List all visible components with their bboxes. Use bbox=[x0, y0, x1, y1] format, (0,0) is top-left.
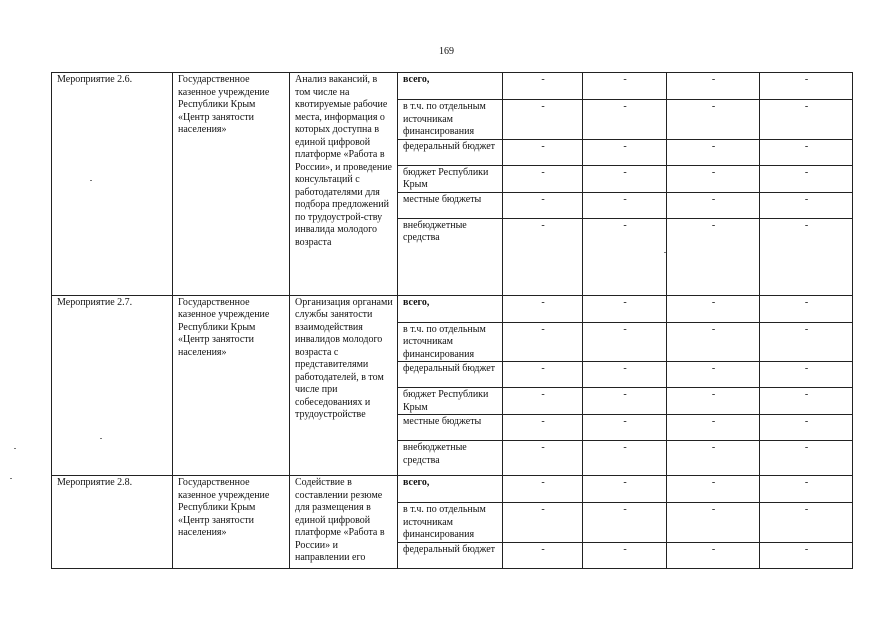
funding-value: - bbox=[503, 441, 583, 476]
funding-source: внебюджетные средства bbox=[398, 441, 503, 476]
funding-value: - bbox=[667, 503, 760, 543]
funding-value: - bbox=[667, 542, 760, 568]
funding-value: - bbox=[760, 322, 853, 362]
funding-value: - bbox=[760, 218, 853, 295]
funding-value: - bbox=[667, 165, 760, 192]
funding-value: - bbox=[503, 192, 583, 218]
scan-speck bbox=[664, 252, 666, 253]
funding-value: - bbox=[667, 388, 760, 415]
measure-name: Мероприятие 2.6. bbox=[52, 73, 173, 296]
funding-source: всего, bbox=[398, 295, 503, 322]
funding-value: - bbox=[667, 322, 760, 362]
funding-value: - bbox=[760, 388, 853, 415]
funding-value: - bbox=[583, 73, 667, 100]
funding-source: внебюджетные средства bbox=[398, 218, 503, 295]
funding-value: - bbox=[667, 139, 760, 165]
funding-value: - bbox=[667, 73, 760, 100]
funding-source: местные бюджеты bbox=[398, 415, 503, 441]
measure-description: Содействие в составлении резюме для размещения в единой цифровой платформе «Работа в России» и направлении его bbox=[290, 476, 398, 569]
funding-value: - bbox=[503, 322, 583, 362]
funding-value: - bbox=[583, 441, 667, 476]
funding-value: - bbox=[503, 503, 583, 543]
measure-name: Мероприятие 2.8. bbox=[52, 476, 173, 569]
funding-source: в т.ч. по отдельным источникам финансирования bbox=[398, 100, 503, 140]
funding-source: бюджет Республики Крым bbox=[398, 165, 503, 192]
funding-value: - bbox=[503, 139, 583, 165]
funding-value: - bbox=[667, 218, 760, 295]
funding-value: - bbox=[583, 362, 667, 388]
funding-value: - bbox=[503, 542, 583, 568]
funding-source: бюджет Республики Крым bbox=[398, 388, 503, 415]
funding-value: - bbox=[583, 165, 667, 192]
funding-value: - bbox=[760, 503, 853, 543]
funding-value: - bbox=[503, 476, 583, 503]
funding-value: - bbox=[760, 165, 853, 192]
funding-value: - bbox=[583, 218, 667, 295]
funding-value: - bbox=[760, 415, 853, 441]
funding-value: - bbox=[760, 73, 853, 100]
funding-value: - bbox=[583, 139, 667, 165]
measure-executor: Государственное казенное учреждение Республики Крым «Центр занятости населения» bbox=[173, 73, 290, 296]
table-row bbox=[52, 476, 853, 503]
funding-value: - bbox=[503, 362, 583, 388]
funding-value: - bbox=[503, 165, 583, 192]
funding-value: - bbox=[503, 295, 583, 322]
funding-value: - bbox=[760, 295, 853, 322]
funding-value: - bbox=[667, 100, 760, 140]
funding-source: местные бюджеты bbox=[398, 192, 503, 218]
funding-source: федеральный бюджет bbox=[398, 139, 503, 165]
funding-value: - bbox=[503, 73, 583, 100]
funding-value: - bbox=[760, 362, 853, 388]
funding-value: - bbox=[667, 295, 760, 322]
funding-value: - bbox=[760, 100, 853, 140]
scan-speck bbox=[10, 478, 12, 479]
scan-speck bbox=[90, 180, 92, 181]
scan-speck bbox=[14, 448, 16, 449]
scan-speck bbox=[100, 438, 102, 439]
funding-value: - bbox=[760, 192, 853, 218]
funding-source: федеральный бюджет bbox=[398, 362, 503, 388]
measure-executor: Государственное казенное учреждение Республики Крым «Центр занятости населения» bbox=[173, 295, 290, 476]
funding-source: в т.ч. по отдельным источникам финансирования bbox=[398, 503, 503, 543]
funding-value: - bbox=[503, 218, 583, 295]
funding-value: - bbox=[667, 476, 760, 503]
funding-value: - bbox=[667, 362, 760, 388]
funding-value: - bbox=[583, 476, 667, 503]
funding-value: - bbox=[667, 441, 760, 476]
funding-value: - bbox=[760, 441, 853, 476]
funding-value: - bbox=[583, 542, 667, 568]
funding-value: - bbox=[583, 322, 667, 362]
measure-description: Анализ вакансий, в том числе на квотируемые рабочие места, информация о которых доступна в единой цифровой платформе «Работа в России», и проведение консультаций с работодателями для подбора предложений по трудоустрой-ству инвалида молодого возраста bbox=[290, 73, 398, 296]
measure-name: Мероприятие 2.7. bbox=[52, 295, 173, 476]
funding-value: - bbox=[760, 139, 853, 165]
funding-value: - bbox=[583, 503, 667, 543]
funding-value: - bbox=[760, 476, 853, 503]
funding-value: - bbox=[503, 100, 583, 140]
funding-source: всего, bbox=[398, 476, 503, 503]
funding-value: - bbox=[667, 192, 760, 218]
table-row bbox=[52, 295, 853, 322]
funding-value: - bbox=[503, 415, 583, 441]
funding-table bbox=[51, 72, 853, 569]
funding-value: - bbox=[583, 100, 667, 140]
measure-description: Организация органами службы занятости взаимодействия инвалидов молодого возраста с представителями работодателей, в том числе при собеседованиях и трудоустройстве bbox=[290, 295, 398, 476]
funding-value: - bbox=[583, 295, 667, 322]
table-row bbox=[52, 73, 853, 100]
funding-source: в т.ч. по отдельным источникам финансирования bbox=[398, 322, 503, 362]
funding-value: - bbox=[583, 388, 667, 415]
funding-value: - bbox=[583, 192, 667, 218]
funding-source: федеральный бюджет bbox=[398, 542, 503, 568]
funding-value: - bbox=[503, 388, 583, 415]
page-number: 169 bbox=[439, 46, 454, 57]
funding-source: всего, bbox=[398, 73, 503, 100]
funding-value: - bbox=[583, 415, 667, 441]
funding-value: - bbox=[760, 542, 853, 568]
measure-executor: Государственное казенное учреждение Республики Крым «Центр занятости населения» bbox=[173, 476, 290, 569]
funding-value: - bbox=[667, 415, 760, 441]
